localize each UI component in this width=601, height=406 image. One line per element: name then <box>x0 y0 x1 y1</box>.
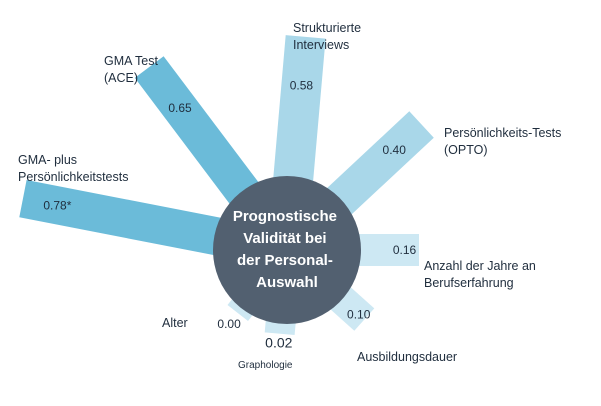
value-label-7: 0.02 <box>265 334 293 351</box>
bar-1 <box>19 180 228 256</box>
value-label-2: 0.65 <box>168 101 192 115</box>
value-label-6: 0.10 <box>347 307 371 322</box>
category-label-5 <box>424 259 536 290</box>
value-label-8: 0.00 <box>217 317 241 332</box>
category-label-5-line-2: Berufserfahrung <box>424 276 514 290</box>
category-label-7-line-1: Graphologie <box>238 360 293 371</box>
value-label-5: 0.16 <box>392 243 417 257</box>
center-title-line-1: Prognostische <box>232 208 338 225</box>
category-label-4-line-1: Persönlichkeits-Tests <box>444 126 562 140</box>
bar-3 <box>273 35 326 188</box>
center-title-line-4: Auswahl <box>256 274 318 291</box>
center-title-line-2: Validität bei <box>243 230 327 247</box>
value-label-4: 0.40 <box>382 143 406 157</box>
category-label-5-line-1: Anzahl der Jahre an <box>424 259 536 273</box>
bar-2 <box>135 56 263 209</box>
category-label-7 <box>238 360 293 371</box>
category-label-3-line-1: Strukturierte <box>293 21 362 35</box>
value-label-1: 0.78* <box>43 198 72 213</box>
category-label-1-line-2: Persönlichkeitstests <box>18 170 129 184</box>
center-circle <box>213 176 361 324</box>
category-label-3 <box>293 21 361 52</box>
category-label-4-line-2: (OPTO) <box>444 143 488 157</box>
value-label-3: 0.58 <box>289 78 314 93</box>
category-label-6 <box>357 350 457 364</box>
category-label-8-line-1: Alter <box>162 316 188 330</box>
category-label-3-line-2: Interviews <box>293 38 350 52</box>
category-label-8 <box>162 316 188 330</box>
category-label-2-line-1: GMA Test <box>104 54 158 68</box>
center-title-line-3: der Personal- <box>236 252 333 269</box>
category-label-1 <box>18 153 128 184</box>
category-label-6-line-1: Ausbildungsdauer <box>357 350 458 364</box>
category-label-2-line-2: (ACE) <box>104 71 139 85</box>
category-label-4 <box>444 126 561 157</box>
category-label-1-line-1: GMA- plus <box>18 153 78 167</box>
